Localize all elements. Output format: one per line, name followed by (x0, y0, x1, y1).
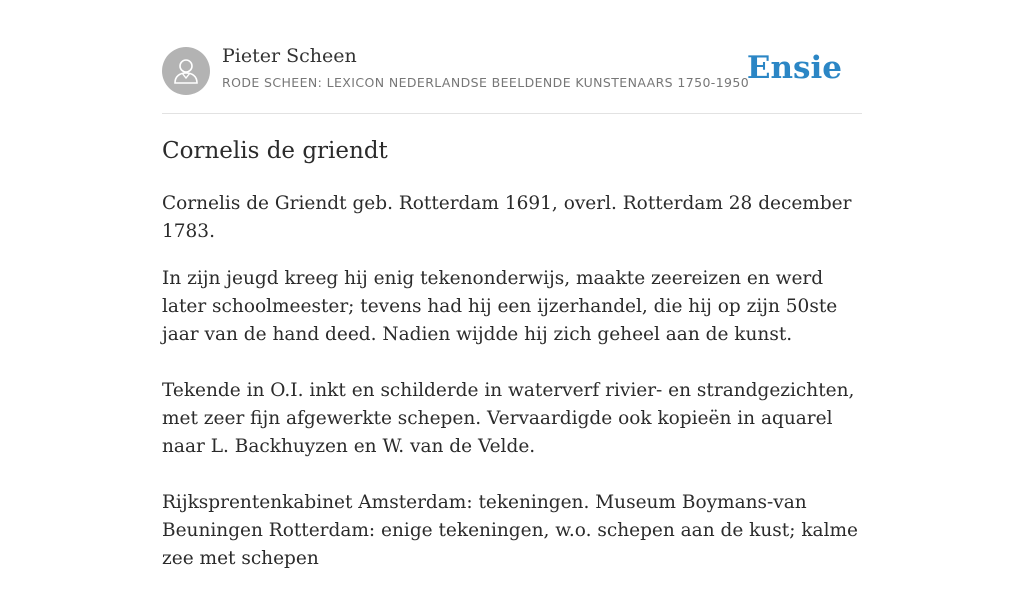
article-page (162, 0, 862, 569)
ensie-logo-link[interactable]: Ensie (746, 50, 842, 86)
article-body (162, 190, 862, 601)
article-header (162, 0, 862, 114)
source-label[interactable]: RODE SCHEEN: LEXICON NEDERLANDSE BEELDENDE KUNSTENAARS 1750-1950 (222, 75, 750, 90)
article-paragraph: In zijn jeugd kreeg hij enig tekenonderwijs, maakte zeereizen en werd later schoolmeester; tevens had hij een ijzerhandel, die hij op zijn 50ste jaar van de hand deed. Nadien wijdde hij zich geheel aan de kunst. (162, 268, 838, 345)
author-name[interactable]: Pieter Scheen (222, 45, 357, 67)
user-avatar-icon (171, 56, 201, 86)
article-paragraph: Rijksprentenkabinet Amsterdam: tekeningen. Museum Boymans-van Beuningen Rotterdam: enige tekeningen, w.o. schepen aan de kust; kalme zee met schepen (162, 492, 858, 569)
article-paragraph: Tekende in O.I. inkt en schilderde in waterverf rivier- en strandgezichten, met zeer fijn afgewerkte schepen. Vervaardigde ook kopieën in aquarel naar L. Backhuyzen en W. van de Velde. (162, 380, 855, 457)
article-title: Cornelis de griendt (162, 138, 388, 164)
article-lead: Cornelis de Griendt geb. Rotterdam 1691, overl. Rotterdam 28 december 1783. (162, 193, 852, 242)
author-avatar[interactable] (162, 47, 210, 95)
